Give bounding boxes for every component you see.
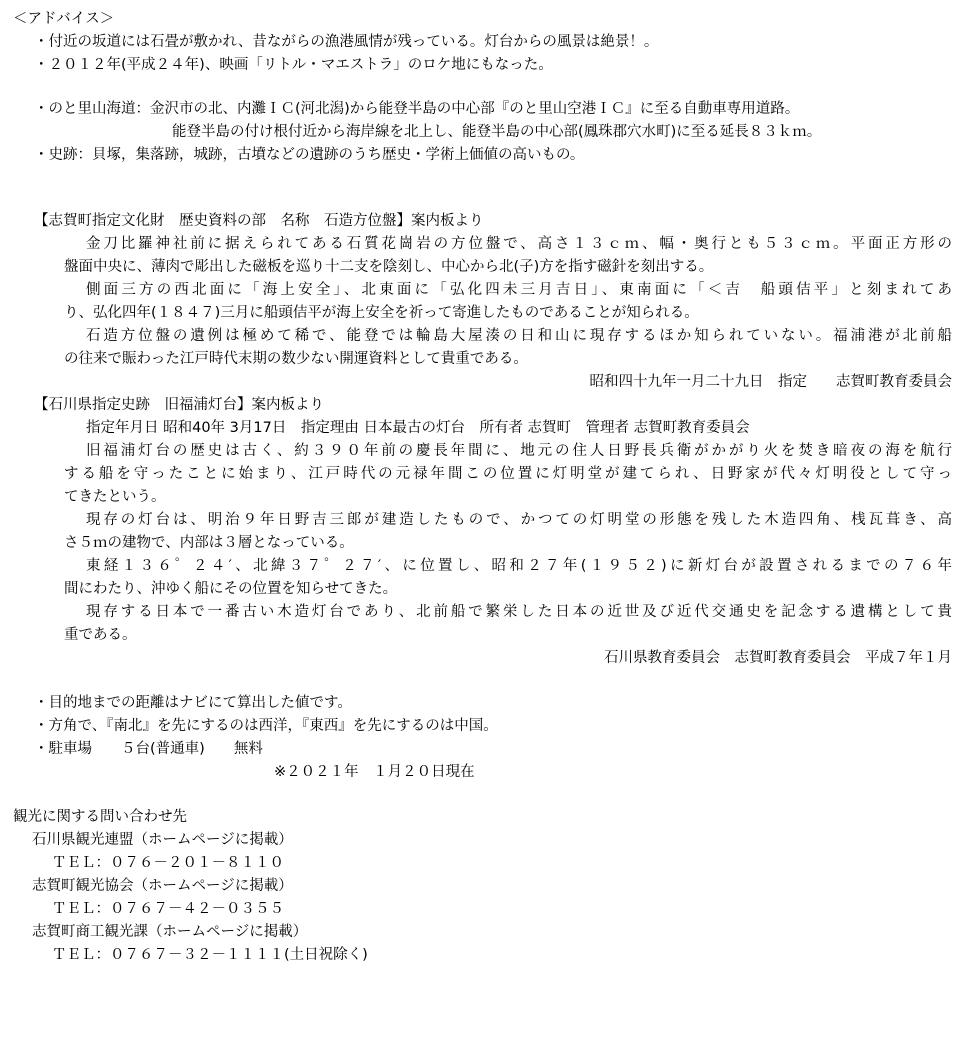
note-item: ・目的地までの距離はナビにて算出した値です。	[34, 695, 352, 711]
compass-title: 【志賀町指定文化財 歴史資料の部 名称 石造方位盤】案内板より	[34, 213, 484, 229]
lighthouse-text-line: てきたという。	[64, 489, 166, 505]
note-item: ・方角で、『南北』を先にするのは西洋，『東西』を先にするのは中国。	[34, 718, 498, 734]
compass-text-line: の往来で賑わった江戸時代末期の数少ない開運資料として貴重である。	[64, 351, 528, 367]
lighthouse-text-line: する船を守ったことに始まり、江戸時代の元禄年間この位置に灯明堂が建てられ、日野家が代々灯明役として守っ	[64, 466, 952, 482]
contact-tel: ＴＥＬ：０７６７－３２－１１１１(土日祝除く)	[52, 947, 368, 963]
noto-road-line: 能登半島の付け根付近から海岸線を北上し、能登半島の中心部(鳳珠郡穴水町)に至る延長８３ｋｍ。	[172, 124, 822, 140]
compass-text-line: 側面三方の西北面に「海上安全」、北東面に「弘化四未三月吉日」、東南面に「＜吉 船頭佶平」と刻まれてあ	[86, 282, 952, 298]
parking-note: ・駐車場 ５台(普通車) 無料	[34, 741, 263, 757]
as-of-date: ※２０２１年 １月２０日現在	[274, 764, 475, 780]
compass-text-line: 石造方位盤の遺例は極めて稀で、能登では輪島大屋湊の日和山に現存するほか知られていない。福浦港が北前船	[86, 328, 952, 344]
lighthouse-text-line: 間にわたり、沖ゆく船にその位置を知らせてきた。	[64, 581, 398, 597]
advice-item: ・２０１２年(平成２４年)、映画「リトル・マエストラ」のロケ地にもなった。	[34, 57, 553, 73]
lighthouse-designation: 指定年月日 昭和40年 3月17日 指定理由 日本最古の灯台 所有者 志賀町 管理者 志賀町教育委員会	[86, 420, 750, 436]
compass-text-line: り、弘化四年(１８４７)三月に船頭佶平が海上安全を祈って寄進したものであることが知られる。	[64, 305, 699, 321]
lighthouse-title: 【石川県指定史跡 旧福浦灯台】案内板より	[34, 397, 324, 413]
shiseki-definition: ・史跡：貝塚，集落跡，城跡，古墳などの遺跡のうち歴史・学術上価値の高いもの。	[34, 147, 585, 163]
noto-road-line: ・のと里山海道：金沢市の北、内灘ＩＣ(河北潟)から能登半島の中心部『のと里山空港ＩＣ』に至る自動車専用道路。	[34, 101, 800, 117]
contact-name: 石川県観光連盟（ホームページに掲載）	[32, 832, 293, 848]
lighthouse-text-line: 東経１３６゜２４′、北緯３７゜２７′、に位置し、昭和２７年(１９５２)に新灯台が設置されるまでの７６年	[86, 558, 952, 574]
advice-heading: ＜アドバイス＞	[13, 11, 115, 27]
contact-tel: ＴＥＬ：０７６－２０１－８１１０	[52, 855, 284, 871]
compass-text-line: 金刀比羅神社前に据えられてある石質花崗岩の方位盤で、高さ１３ｃｍ、幅・奥行とも５３ｃｍ。平面正方形の	[86, 236, 952, 252]
compass-signature: 昭和四十九年一月二十九日 指定 志賀町教育委員会	[589, 374, 952, 390]
contact-tel: ＴＥＬ：０７６７－４２－０３５５	[52, 901, 284, 917]
lighthouse-text-line: 重である。	[64, 627, 137, 643]
lighthouse-text-line: さ５ｍの建物で、内部は３層となっている。	[64, 535, 354, 551]
contact-name: 志賀町観光協会（ホームページに掲載）	[32, 878, 293, 894]
advice-item: ・付近の坂道には石畳が敷かれ、昔ながらの漁港風情が残っている。灯台からの風景は絶景！。	[34, 34, 659, 50]
compass-text-line: 盤面中央に、薄肉で彫出した磁板を巡り十二支を陰刻し、中心から北(子)方を指す磁針を刻出する。	[64, 259, 714, 275]
contacts-heading: 観光に関する問い合わせ先	[13, 809, 187, 825]
contact-name: 志賀町商工観光課（ホームページに掲載）	[32, 924, 308, 940]
lighthouse-text-line: 旧福浦灯台の歴史は古く、約３９０年前の慶長年間に、地元の住人日野長兵衛がかがり火を焚き暗夜の海を航行	[86, 443, 952, 459]
lighthouse-signature: 石川県教育委員会 志賀町教育委員会 平成７年１月	[604, 650, 952, 666]
lighthouse-text-line: 現存する日本で一番古い木造灯台であり、北前船で繁栄した日本の近世及び近代交通史を記念する遺構として貴	[86, 604, 952, 620]
lighthouse-text-line: 現存の灯台は、明治９年日野吉三郎が建造したもので、かつての灯明堂の形態を残した木造四角、桟瓦葺き、高	[86, 512, 952, 528]
